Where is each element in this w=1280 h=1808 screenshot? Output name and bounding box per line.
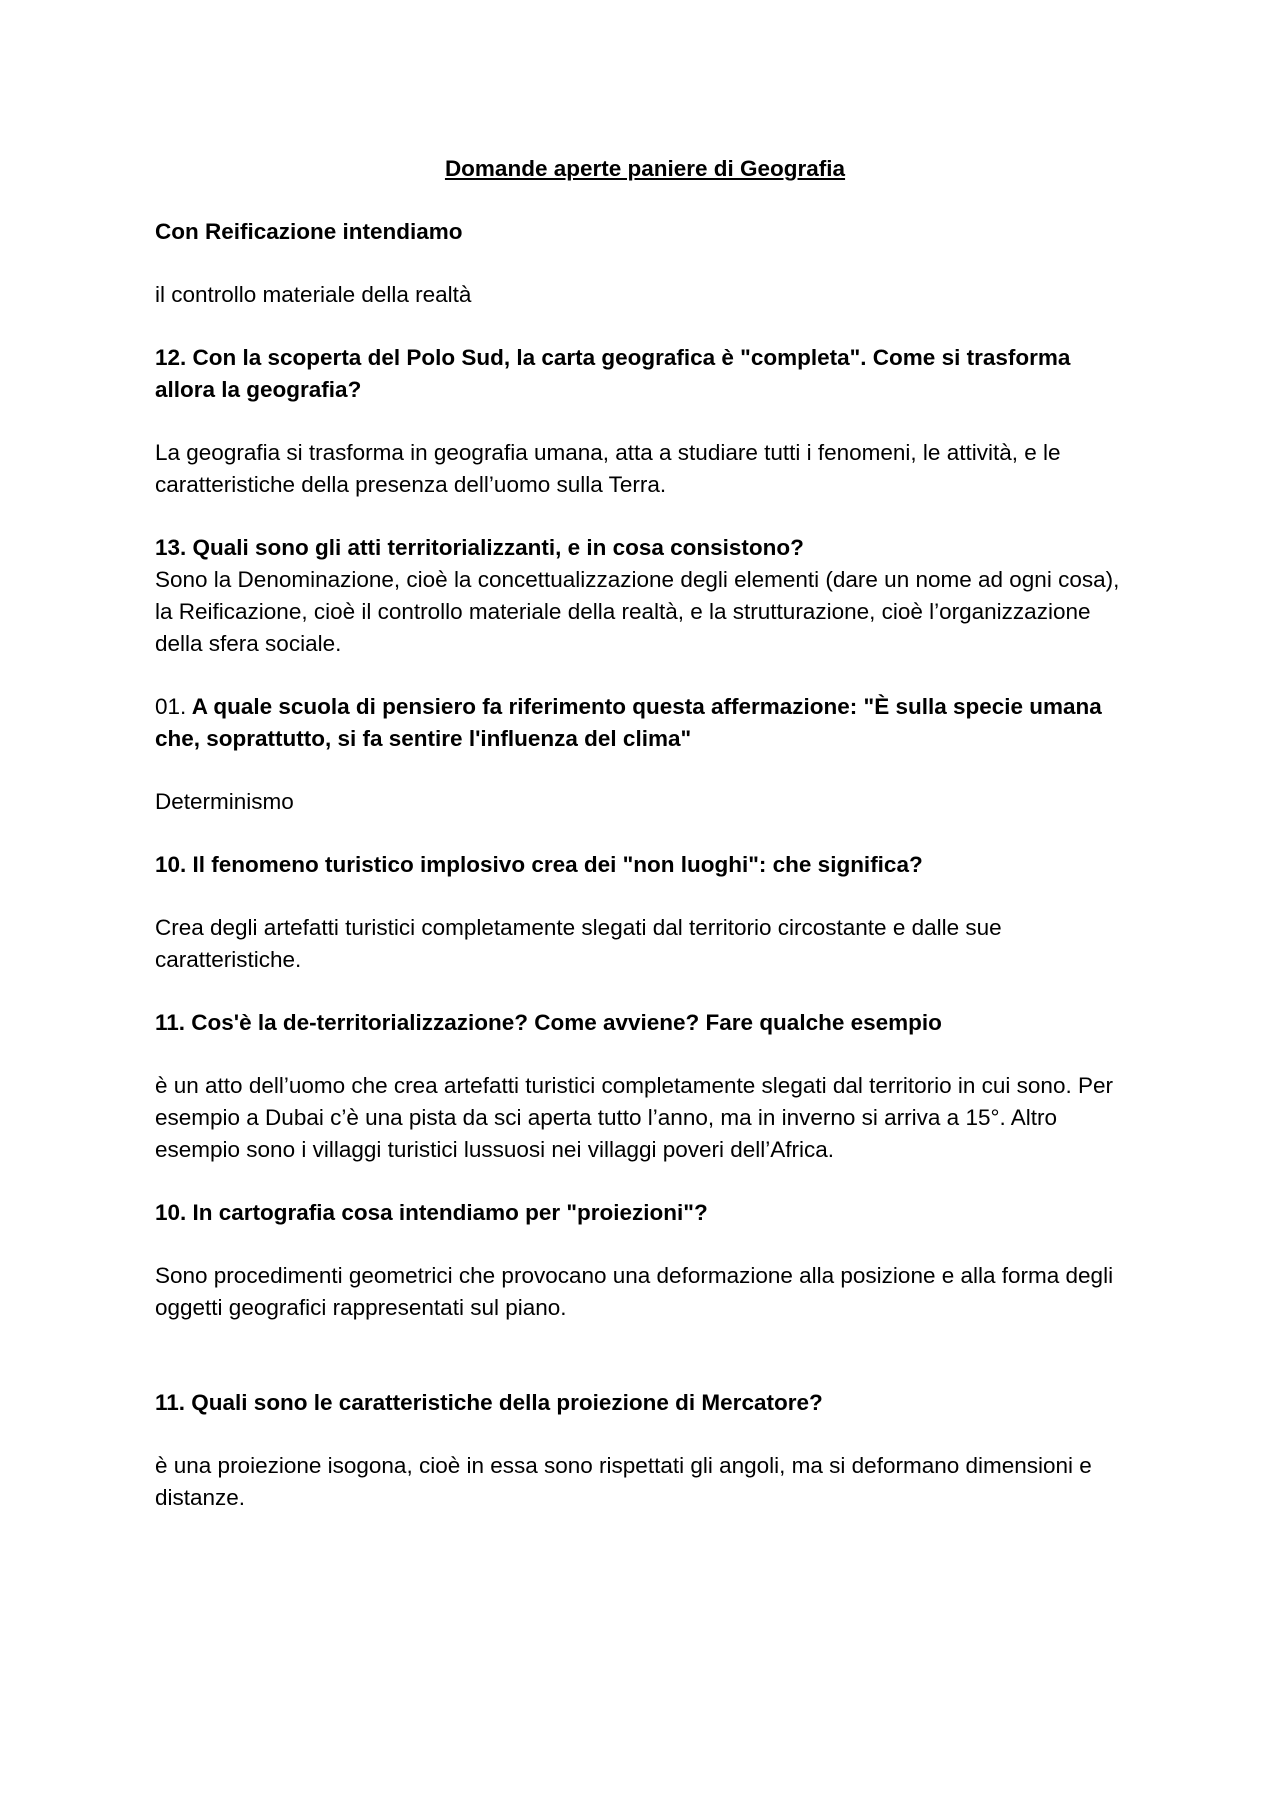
- question: 11. Cos'è la de-territorializzazione? Come avviene? Fare qualche esempio: [155, 1010, 942, 1035]
- question: 10. Il fenomeno turistico implosivo crea dei "non luoghi": che significa?: [155, 852, 923, 877]
- answer: Crea degli artefatti turistici completamente slegati dal territorio circostante e dalle sue caratteristiche.: [155, 915, 1002, 972]
- question: 11. Quali sono le caratteristiche della proiezione di Mercatore?: [155, 1390, 823, 1415]
- question-text: A quale scuola di pensiero fa riferimento questa affermazione: "È sulla specie umana che, soprattutto, si fa sentire l'influenza del clima": [155, 694, 1102, 751]
- answer: Sono procedimenti geometrici che provocano una deformazione alla posizione e alla forma degli oggetti geografici rappresentati sul piano.: [155, 1263, 1114, 1320]
- question: 10. In cartografia cosa intendiamo per "proiezioni"?: [155, 1200, 708, 1225]
- answer: il controllo materiale della realtà: [155, 282, 472, 307]
- question: [155, 691, 1135, 755]
- question: 13. Quali sono gli atti territorializzanti, e in cosa consistono?: [155, 535, 804, 560]
- question: 12. Con la scoperta del Polo Sud, la carta geografica è "completa". Come si trasforma allora la geografia?: [155, 345, 1071, 402]
- question-number: 01.: [155, 694, 187, 719]
- document-title: Domande aperte paniere di Geografia: [444, 156, 846, 181]
- answer: è un atto dell’uomo che crea artefatti turistici completamente slegati dal territorio in cui sono. Per esempio a Dubai c’è una pista da sci aperta tutto l’anno, ma in inverno si arriva a 15°. Altro esempio sono i villaggi turistici lussuosi nei villaggi poveri dell’Africa.: [155, 1073, 1113, 1162]
- answer: Sono la Denominazione, cioè la concettualizzazione degli elementi (dare un nome ad ogni cosa), la Reificazione, cioè il controllo materiale della realtà, e la strutturazione, cioè l’organizzazione della sfera sociale.: [155, 567, 1120, 656]
- document-content: [155, 153, 1135, 1514]
- answer: è una proiezione isogona, cioè in essa sono rispettati gli angoli, ma si deformano dimensioni e distanze.: [155, 1453, 1092, 1510]
- answer: La geografia si trasforma in geografia umana, atta a studiare tutti i fenomeni, le attività, e le caratteristiche della presenza dell’uomo sulla Terra.: [155, 440, 1061, 497]
- answer: Determinismo: [155, 789, 294, 814]
- question: Con Reificazione intendiamo: [155, 219, 463, 244]
